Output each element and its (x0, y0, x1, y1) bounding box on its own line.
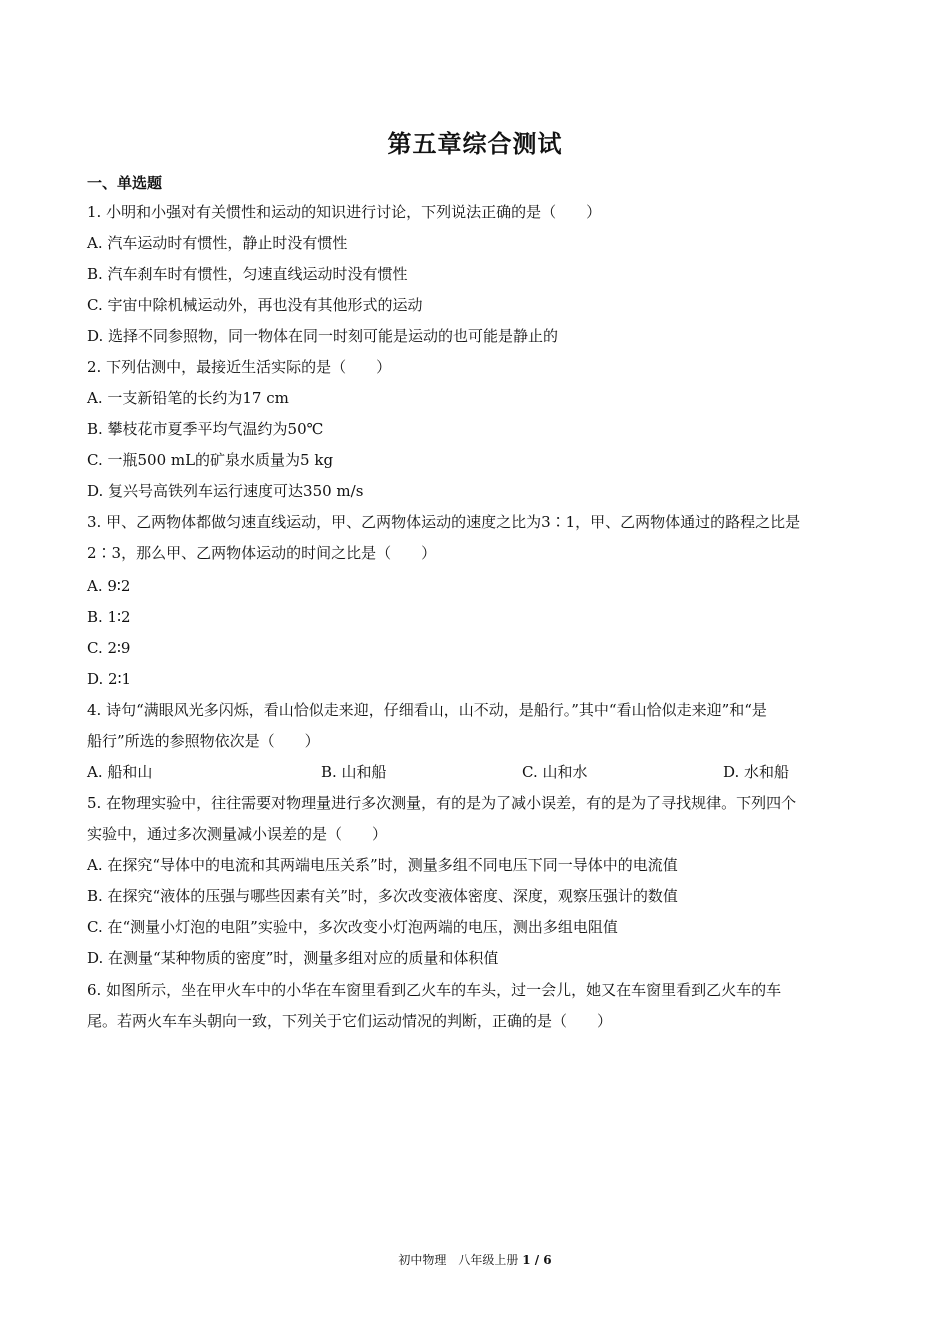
page-footer (0, 1251, 950, 1268)
question-5-stem-line-1: 5. 在物理实验中，往往需要对物理量进行多次测量，有的是为了减小误差，有的是为了寻找规律。下列四个 (87, 794, 797, 812)
question-3-option-a: A. 9∶2 (87, 577, 131, 595)
question-1-option-b: B. 汽车刹车时有惯性，匀速直线运动时没有惯性 (87, 265, 408, 283)
question-3-option-b: B. 1∶2 (87, 608, 131, 626)
question-6-stem-line-2: 尾。若两火车车头朝向一致，下列关于它们运动情况的判断，正确的是（ ） (87, 1012, 613, 1030)
question-5-option-c: C. 在“测量小灯泡的电阻”实验中，多次改变小灯泡两端的电压，测出多组电阻值 (87, 918, 618, 936)
question-5-option-d: D. 在测量“某种物质的密度”时，测量多组对应的质量和体积值 (87, 949, 499, 967)
question-2-option-b: B. 攀枝花市夏季平均气温约为50℃ (87, 420, 324, 438)
question-1-option-c: C. 宇宙中除机械运动外，再也没有其他形式的运动 (87, 296, 423, 314)
question-2-stem: 2. 下列估测中，最接近生活实际的是（ ） (87, 358, 392, 376)
question-2-option-c: C. 一瓶500 mL的矿泉水质量为5 kg (87, 451, 334, 469)
question-4-stem-line-2: 船行”所选的参照物依次是（ ） (87, 732, 320, 750)
section-heading: 一、单选题 (87, 174, 163, 192)
question-5-option-b: B. 在探究“液体的压强与哪些因素有关”时，多次改变液体密度、深度，观察压强计的数值 (87, 887, 678, 905)
question-3-stem-line-2: 2∶3，那么甲、乙两物体运动的时间之比是（ ） (87, 544, 437, 562)
question-1-option-d: D. 选择不同参照物，同一物体在同一时刻可能是运动的也可能是静止的 (87, 327, 559, 345)
question-1-stem: 1. 小明和小强对有关惯性和运动的知识进行讨论，下列说法正确的是（ ） (87, 203, 602, 221)
question-3-option-d: D. 2∶1 (87, 670, 132, 688)
question-4-option-a: A. 船和山 (87, 763, 153, 781)
question-6-stem-line-1: 6. 如图所示，坐在甲火车中的小华在车窗里看到乙火车的车头，过一会儿，她又在车窗里看到乙火车的车 (87, 981, 782, 999)
question-4-option-d: D. 水和船 (723, 763, 790, 781)
question-2-option-d: D. 复兴号高铁列车运行速度可达350 m/s (87, 482, 364, 500)
question-5-stem-line-2: 实验中，通过多次测量减小误差的是（ ） (87, 825, 388, 843)
footer-course-label: 初中物理 八年级上册 (398, 1253, 519, 1267)
question-3-stem-line-1: 3. 甲、乙两物体都做匀速直线运动，甲、乙两物体运动的速度之比为3∶1，甲、乙两物体通过的路程之比是 (87, 513, 801, 531)
question-2-option-a: A. 一支新铅笔的长约为17 cm (87, 389, 289, 407)
question-3-option-c: C. 2∶9 (87, 639, 131, 657)
question-1-option-a: A. 汽车运动时有惯性，静止时没有惯性 (87, 234, 348, 252)
question-4-option-c: C. 山和水 (522, 763, 588, 781)
footer-page-number: 1 / 6 (522, 1253, 552, 1267)
question-5-option-a: A. 在探究“导体中的电流和其两端电压关系”时，测量多组不同电压下同一导体中的电流值 (87, 856, 678, 874)
question-4-option-b: B. 山和船 (321, 763, 387, 781)
question-4-stem-line-1: 4. 诗句“满眼风光多闪烁，看山恰似走来迎，仔细看山，山不动，是船行。”其中“看山恰似走来迎”和“是 (87, 701, 767, 719)
page-title: 第五章综合测试 (387, 129, 563, 158)
